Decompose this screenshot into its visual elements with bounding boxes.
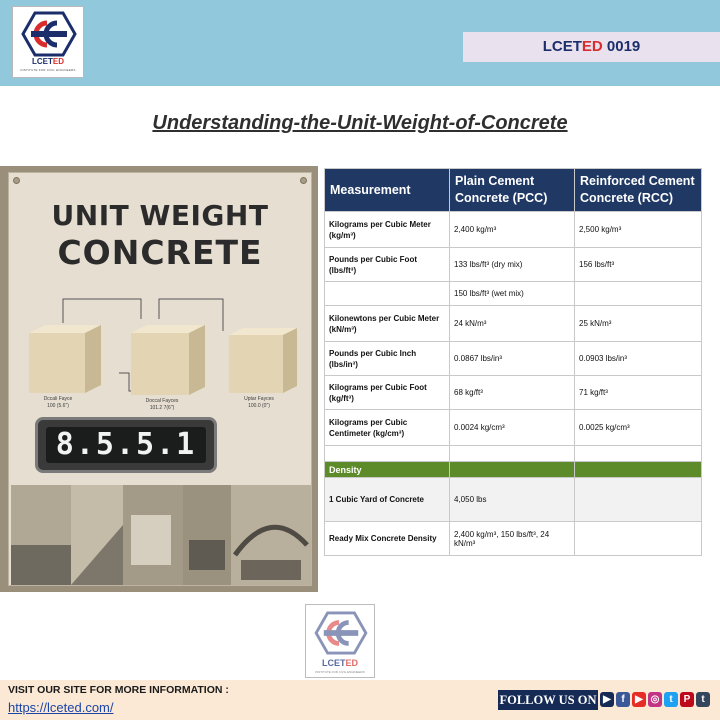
block-2-caption: Doccal Fayces 101.2 7(6"): [145, 398, 179, 411]
pcc-cell: 24 kN/m³: [450, 306, 575, 342]
measurement-cell: 1 Cubic Yard of Concrete: [325, 478, 450, 522]
table-row: [325, 342, 702, 376]
pcc-cell: 68 kg/ft³: [450, 376, 575, 410]
visit-site-text: VISIT OUR SITE FOR MORE INFORMATION :: [8, 684, 229, 696]
page-title: Understanding-the-Unit-Weight-of-Concrete: [152, 112, 568, 134]
measurement-cell: Kilonewtons per Cubic Meter (kN/m³): [325, 306, 450, 342]
lceted-emblem-icon: [314, 611, 368, 655]
measurement-cell: Kilograms per Cubic Meter (kg/m³): [325, 212, 450, 248]
table-row: [325, 212, 702, 248]
concrete-block-3: [229, 328, 297, 393]
blank-cell: [575, 522, 702, 556]
header-bar: [0, 0, 720, 86]
table-row-blank: [325, 446, 702, 462]
facebook-icon[interactable]: f: [616, 692, 630, 707]
website-link[interactable]: https://lceted.com/: [8, 700, 114, 715]
lceted-logo[interactable]: [12, 6, 84, 78]
blank-cell: [575, 478, 702, 522]
concrete-block-1: [29, 325, 101, 393]
concrete-poster-image: [0, 166, 318, 592]
digital-scale-display: [35, 417, 217, 473]
pcc-cell: 150 lbs/ft³ (wet mix): [450, 282, 575, 306]
pcc-cell: 0.0024 kg/cm³: [450, 410, 575, 446]
scale-readout: 8.5.5.1: [46, 427, 206, 463]
density-label: Density: [325, 462, 450, 478]
concrete-block-2: [131, 325, 205, 395]
measurement-cell: Pounds per Cubic Foot (lbs/ft³): [325, 248, 450, 282]
value-cell: 2,400 kg/m³, 150 lbs/ft³, 24 kN/m³: [450, 522, 575, 556]
block-3-caption: Uptar Fayces 100.0 (0"): [244, 396, 274, 409]
block-1-caption: Dccali Fayce 100 (5.6"): [43, 396, 73, 409]
measurement-cell: [325, 282, 450, 306]
blank-cell: [575, 446, 702, 462]
poster-title-line1: UNIT WEIGHT: [51, 199, 269, 232]
play-arrow-icon[interactable]: ▶: [600, 692, 614, 707]
logo-tagline: INSTITUTE FOR CIVIL ENGINEERS: [20, 68, 76, 72]
density-header-cell: [450, 462, 575, 478]
instagram-icon[interactable]: ◎: [648, 692, 662, 707]
table-row: [325, 306, 702, 342]
table-row: [325, 282, 702, 306]
rcc-cell: [575, 282, 702, 306]
measurement-cell: Ready Mix Concrete Density: [325, 522, 450, 556]
poster-panel: [8, 172, 312, 586]
rcc-cell: 156 lbs/ft³: [575, 248, 702, 282]
blank-cell: [325, 446, 450, 462]
rcc-cell: 2,500 kg/m³: [575, 212, 702, 248]
col-header-pcc: Plain Cement Concrete (PCC): [450, 169, 575, 212]
logo-wordmark: LCETED: [31, 57, 64, 66]
lceted-footer-logo[interactable]: [305, 604, 375, 678]
col-header-measurement: Measurement: [325, 169, 450, 212]
blank-cell: [450, 446, 575, 462]
footer-logo-wordmark: LCETED: [321, 658, 358, 668]
table-header-row: [325, 169, 702, 212]
table-row: [325, 410, 702, 446]
measurement-cell: Pounds per Cubic Inch (lbs/in³): [325, 342, 450, 376]
table-row: [325, 478, 702, 522]
table-row: [325, 248, 702, 282]
post-code-badge: LCETED 0019: [463, 32, 720, 62]
pcc-cell: 133 lbs/ft³ (dry mix): [450, 248, 575, 282]
follow-us-label: FOLLOW US ON: [498, 690, 598, 710]
col-header-rcc: Reinforced Cement Concrete (RCC): [575, 169, 702, 212]
value-cell: 4,050 lbs: [450, 478, 575, 522]
twitter-icon[interactable]: t: [664, 692, 678, 707]
measurement-cell: Kilograms per Cubic Foot (kg/ft³): [325, 376, 450, 410]
footer-bar: [0, 680, 720, 720]
lceted-emblem-icon: [21, 11, 77, 57]
pcc-cell: 0.0867 lbs/in³: [450, 342, 575, 376]
density-section-header: [325, 462, 702, 478]
construction-photo-collage: [11, 485, 311, 585]
table-row: [325, 376, 702, 410]
pinterest-icon[interactable]: P: [680, 692, 694, 707]
rcc-cell: 0.0025 kg/cm³: [575, 410, 702, 446]
measurement-cell: Kilograms per Cubic Centimeter (kg/cm³): [325, 410, 450, 446]
youtube-icon[interactable]: ▶: [632, 692, 646, 707]
footer-logo-tagline: INSTITUTE FOR CIVIL ENGINEERS: [315, 670, 365, 674]
rcc-cell: 0.0903 lbs/in³: [575, 342, 702, 376]
table-row: [325, 522, 702, 556]
unit-weight-table: [324, 168, 702, 556]
rcc-cell: 71 kg/ft³: [575, 376, 702, 410]
concrete-blocks-illustration: [9, 173, 313, 413]
rcc-cell: 25 kN/m³: [575, 306, 702, 342]
pcc-cell: 2,400 kg/m³: [450, 212, 575, 248]
tumblr-icon[interactable]: t: [696, 692, 710, 707]
density-header-cell: [575, 462, 702, 478]
poster-title-line2: CONCRETE: [57, 233, 263, 272]
